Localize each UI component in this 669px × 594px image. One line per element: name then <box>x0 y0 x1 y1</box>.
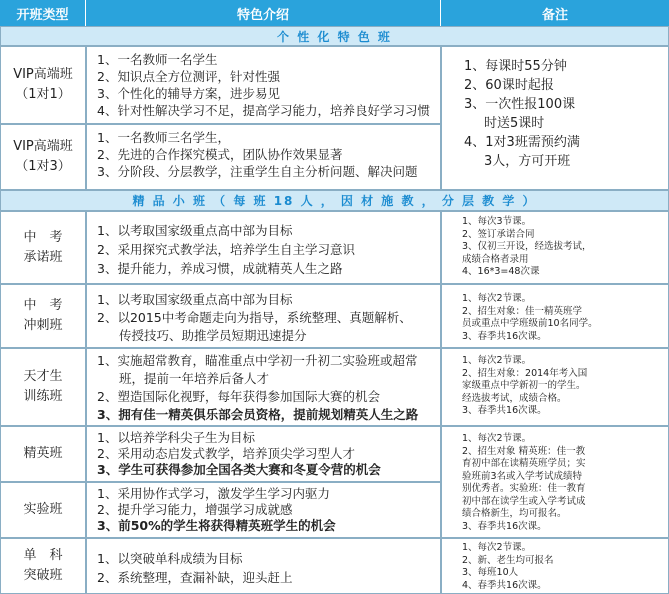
elite-class-name <box>0 426 86 482</box>
list-item: 3、一次性报100课 <box>464 97 576 112</box>
class-name-text: 承诺班 <box>23 249 63 265</box>
genius-class-features <box>86 348 441 426</box>
feature-item: 2、先进的合作探究模式，团队协作效果显著 <box>97 147 343 162</box>
class-name-text: 冲刺班 <box>23 318 63 333</box>
commit-class-name <box>0 211 86 284</box>
elite-class-features <box>86 426 441 482</box>
list-item: 2、以2015中考命题走向为指导，系统整理、真题解析、 <box>97 310 412 325</box>
section-small-class-title: 精 品 小 班 （ 每 班 18 人 ， 因 材 施 教 ， 分 层 教 学 ） <box>0 190 669 211</box>
list-item: 1、每课时55分钟 <box>464 59 567 74</box>
list-item: 1、以考取国家级重点高中部为目标 <box>97 223 293 238</box>
vip-1v3-features <box>86 124 441 190</box>
list-item: 育初中部在读精英班学员；实 <box>462 458 586 469</box>
list-item: 1、以突破单科成绩为目标 <box>97 551 243 566</box>
class-name-text: 实验班 <box>23 502 63 517</box>
experimental-class-name <box>0 482 86 538</box>
list-item: 2、采用探究式教学法，培养学生自主学习意识 <box>97 242 355 257</box>
sprint-class-name <box>0 284 86 348</box>
elite-experimental-notes <box>441 426 669 538</box>
list-item: 3、春季共16次课。 <box>462 330 547 342</box>
list-item: 4、1对3班需预约满 <box>464 135 580 150</box>
feature-item: 1、一名教师三名学生， <box>97 130 230 145</box>
vip-1v3-name <box>0 124 86 190</box>
class-name-text: 突破班 <box>23 568 63 583</box>
header-features: 特色介绍 <box>86 0 441 26</box>
class-name-text: 训练班 <box>23 389 63 404</box>
list-item: 2、塑造国际化视野，每年获得参加国际大赛的机会 <box>97 389 380 404</box>
list-item: 班，提前一年培养后备人才 <box>119 371 270 386</box>
list-item: 3、春季共16次课。 <box>462 520 547 532</box>
list-item: 4、16*3=48次课 <box>462 266 540 277</box>
list-item: 1、以考取国家级重点高中部为目标 <box>97 292 293 307</box>
single-subject-class-notes <box>441 538 669 594</box>
list-item: 别优秀者。实验班：佳一教育 <box>462 483 586 494</box>
class-name-text: 中 考 <box>23 298 63 313</box>
vip-1v1-name <box>0 46 86 124</box>
list-item: 1、每次3节课。 <box>462 216 532 227</box>
list-item: 2、签订承诺合同 <box>462 228 535 240</box>
header-class-type: 开班类型 <box>0 0 86 26</box>
commit-class-features <box>86 211 441 284</box>
list-item: 3、春季共16次课。 <box>462 405 547 416</box>
list-item: 员或重点中学班级前10名同学。 <box>462 318 598 329</box>
list-item: 传授技巧、助推学员短期迅速提分 <box>119 328 307 343</box>
sprint-class-notes <box>441 284 669 348</box>
list-item: 3、拥有佳一精英俱乐部会员资格，提前规划精英人生之路 <box>97 407 419 422</box>
list-item: 1、每次2节课。 <box>462 355 532 366</box>
vip-notes <box>441 46 669 190</box>
list-item: 经选拔考试，成绩合格。 <box>462 392 567 404</box>
list-item: 2、招生对象：佳一精英班学 <box>462 305 583 317</box>
list-item: 绩合格新生，均可报名。 <box>462 508 567 519</box>
list-item: 3、学生可获得参加全国各类大赛和冬夏令营的机会 <box>97 462 381 477</box>
single-subject-class-name <box>0 538 86 594</box>
list-item: 成绩合格者录用 <box>462 253 529 265</box>
list-item: 1、以培养学科尖子生为目标 <box>97 430 255 445</box>
genius-class-name <box>0 348 86 426</box>
class-name-text: 天才生 <box>23 369 63 384</box>
list-item: 1、实施超常教育，瞄准重点中学初一升初二实验班或超常 <box>97 353 418 368</box>
class-name-text: VIP高端班 <box>13 139 73 154</box>
list-item: 3、前50%的学生将获得精英班学生的机会 <box>97 518 336 533</box>
feature-item: 3、分阶段、分层教学，注重学生自主分析问题、解决问题 <box>97 164 418 179</box>
single-subject-class-features <box>86 538 441 594</box>
list-item: 1、每次2节课。 <box>462 433 532 444</box>
list-item: 时送5课时 <box>484 116 545 131</box>
list-item: 1、每次2节课。 <box>462 293 532 304</box>
list-item: 3人，方可开班 <box>484 154 571 169</box>
header-notes: 备注 <box>441 0 669 26</box>
class-name-text: （1对3） <box>15 159 71 174</box>
genius-class-notes <box>441 348 669 426</box>
list-item: 2、招生对象：2014年考入国 <box>462 367 588 379</box>
list-item: 1、采用协作式学习，激发学生学习内驱力 <box>97 486 330 501</box>
list-item: 初中部在读学生或入学考试成 <box>462 495 586 507</box>
list-item: 2、系统整理，查漏补缺，迎头赶上 <box>97 570 293 585</box>
feature-item: 3、个性化的辅导方案，进步易见 <box>97 86 280 101</box>
feature-item: 4、针对性解决学习不足，提高学习能力，培养良好学习习惯 <box>97 103 430 118</box>
list-item: 3、仅初三开设，经选拔考试， <box>462 241 592 252</box>
class-name-text: （1对1） <box>15 87 71 102</box>
class-name-text: 精英班 <box>23 446 63 461</box>
class-name-text: 中 考 <box>23 229 63 245</box>
list-item: 2、招生对象 精英班：佳一教 <box>462 445 586 457</box>
list-item: 3、提升能力，养成习惯，成就精英人生之路 <box>97 261 343 276</box>
list-item: 家级重点中学新初一的学生。 <box>462 380 586 391</box>
list-item: 验班前3名或入学考试成绩特 <box>462 470 583 482</box>
list-item: 2、新、老生均可报名 <box>462 554 554 566</box>
class-name-text: 单 科 <box>23 548 63 563</box>
list-item: 4、春季共16次课。 <box>462 579 547 591</box>
list-item: 3、每班10人 <box>462 567 519 578</box>
section-personalized-title: 个 性 化 特 色 班 <box>0 26 669 46</box>
list-item: 1、每次2节课。 <box>462 542 532 553</box>
experimental-class-features <box>86 482 441 538</box>
list-item: 2、采用动态启发式教学，培养顶尖学习型人才 <box>97 446 355 461</box>
list-item: 2、提升学习能力，增强学习成就感 <box>97 502 293 517</box>
vip-1v1-features <box>86 46 441 124</box>
list-item: 2、60课时起报 <box>464 78 554 93</box>
class-name-text: VIP高端班 <box>13 67 73 82</box>
sprint-class-features <box>86 284 441 348</box>
commit-class-notes <box>441 211 669 284</box>
feature-item: 2、知识点全方位测评，针对性强 <box>97 69 280 84</box>
feature-item: 1、一名教师一名学生 <box>97 52 218 67</box>
